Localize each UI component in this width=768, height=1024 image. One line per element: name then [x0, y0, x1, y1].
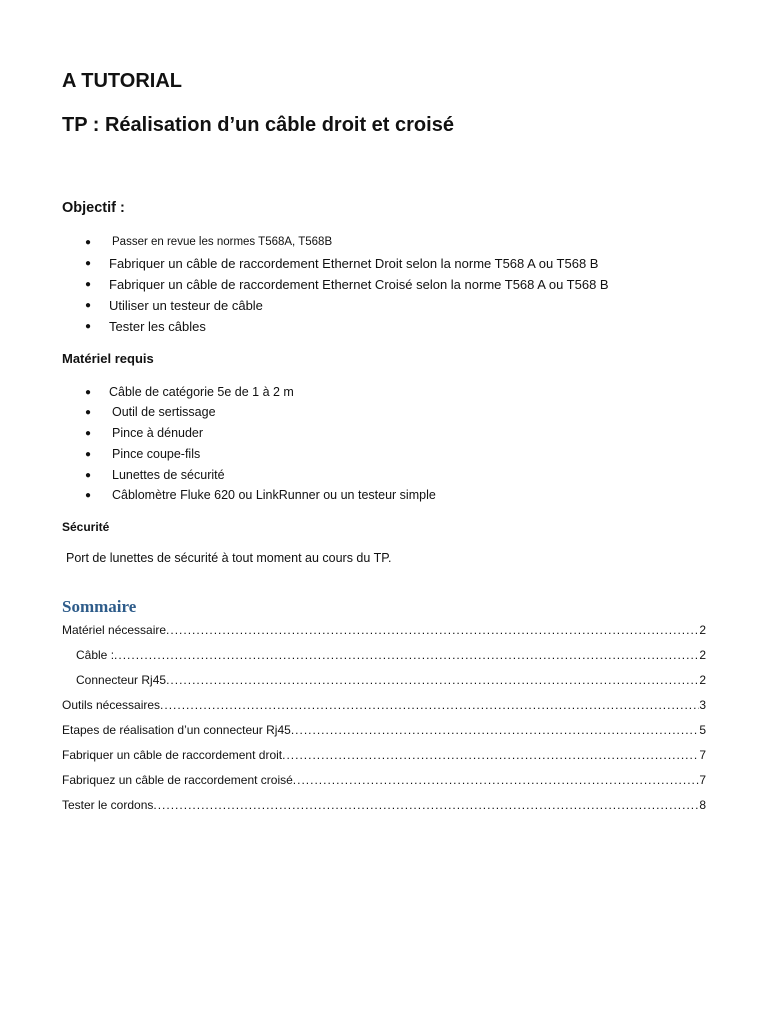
toc-leader — [166, 623, 699, 637]
toc-entry[interactable] — [62, 771, 706, 787]
toc-label: Fabriquez un câble de raccordement croisé — [62, 773, 293, 787]
list-item: Fabriquer un câble de raccordement Ethernet Croisé selon la norme T568 A ou T568 B — [109, 277, 609, 292]
toc-entry[interactable] — [62, 746, 706, 762]
document-kicker: A TUTORIAL — [62, 70, 182, 92]
bullet-icon: ● — [85, 449, 92, 460]
sommaire-heading: Sommaire — [62, 597, 137, 616]
toc-entry[interactable] — [62, 796, 706, 812]
bullet-icon: ● — [85, 237, 92, 248]
toc-entry[interactable] — [62, 621, 706, 637]
toc-label: Matériel nécessaire — [62, 623, 167, 637]
bullet-icon: ● — [85, 490, 92, 501]
toc-page-number: 8 — [699, 798, 706, 812]
list-item: Câble de catégorie 5e de 1 à 2 m — [109, 385, 294, 399]
toc-page-number: 7 — [699, 773, 706, 787]
bullet-icon: ● — [85, 428, 92, 439]
page-title: TP : Réalisation d’un câble droit et croisé — [62, 114, 454, 136]
toc-label: Câble : — [76, 648, 115, 662]
list-item: Tester les câbles — [109, 319, 206, 334]
list-item: Pince à dénuder — [112, 426, 204, 440]
toc-leader — [160, 698, 699, 712]
toc-leader — [291, 723, 699, 737]
bullet-icon: ● — [85, 321, 92, 332]
list-item: Fabriquer un câble de raccordement Ethernet Droit selon la norme T568 A ou T568 B — [109, 256, 599, 271]
bullet-icon: ● — [85, 387, 92, 398]
list-item: Passer en revue les normes T568A, T568B — [112, 236, 333, 248]
toc-leader — [293, 773, 700, 787]
list-item: Outil de sertissage — [112, 405, 216, 419]
toc-entry[interactable] — [62, 696, 706, 712]
bullet-icon: ● — [85, 279, 92, 290]
toc-page-number: 3 — [699, 698, 706, 712]
toc-page-number: 2 — [699, 648, 706, 662]
list-item: Pince coupe-fils — [112, 447, 201, 461]
toc-label: Outils nécessaires — [62, 698, 161, 712]
list-item: Câblomètre Fluke 620 ou LinkRunner ou un testeur simple — [112, 488, 436, 502]
securite-heading: Sécurité — [62, 520, 110, 534]
toc-label: Etapes de réalisation d’un connecteur Rj45 — [62, 723, 291, 737]
bullet-icon: ● — [85, 407, 92, 418]
bullet-icon: ● — [85, 300, 92, 311]
list-item: Lunettes de sécurité — [112, 468, 225, 482]
toc-label: Tester le cordons — [62, 798, 154, 812]
toc-label: Fabriquer un câble de raccordement droit — [62, 748, 283, 762]
bullet-icon: ● — [85, 258, 92, 269]
toc-entry[interactable] — [76, 646, 706, 662]
toc-page-number: 7 — [699, 748, 706, 762]
materiel-heading: Matériel requis — [62, 351, 154, 366]
list-item: Utiliser un testeur de câble — [109, 298, 263, 313]
objectif-heading: Objectif : — [62, 200, 125, 216]
toc-entry[interactable] — [76, 671, 706, 687]
toc-leader — [114, 648, 699, 662]
toc-entry[interactable] — [62, 721, 706, 737]
bullet-icon: ● — [85, 470, 92, 481]
toc-page-number: 2 — [699, 623, 706, 637]
toc-page-number: 5 — [699, 723, 706, 737]
toc-leader — [282, 748, 699, 762]
toc-leader — [153, 798, 699, 812]
toc-leader — [166, 673, 699, 687]
securite-text: Port de lunettes de sécurité à tout moment au cours du TP. — [66, 551, 392, 565]
toc-label: Connecteur Rj45 — [76, 673, 167, 687]
toc-page-number: 2 — [699, 673, 706, 687]
